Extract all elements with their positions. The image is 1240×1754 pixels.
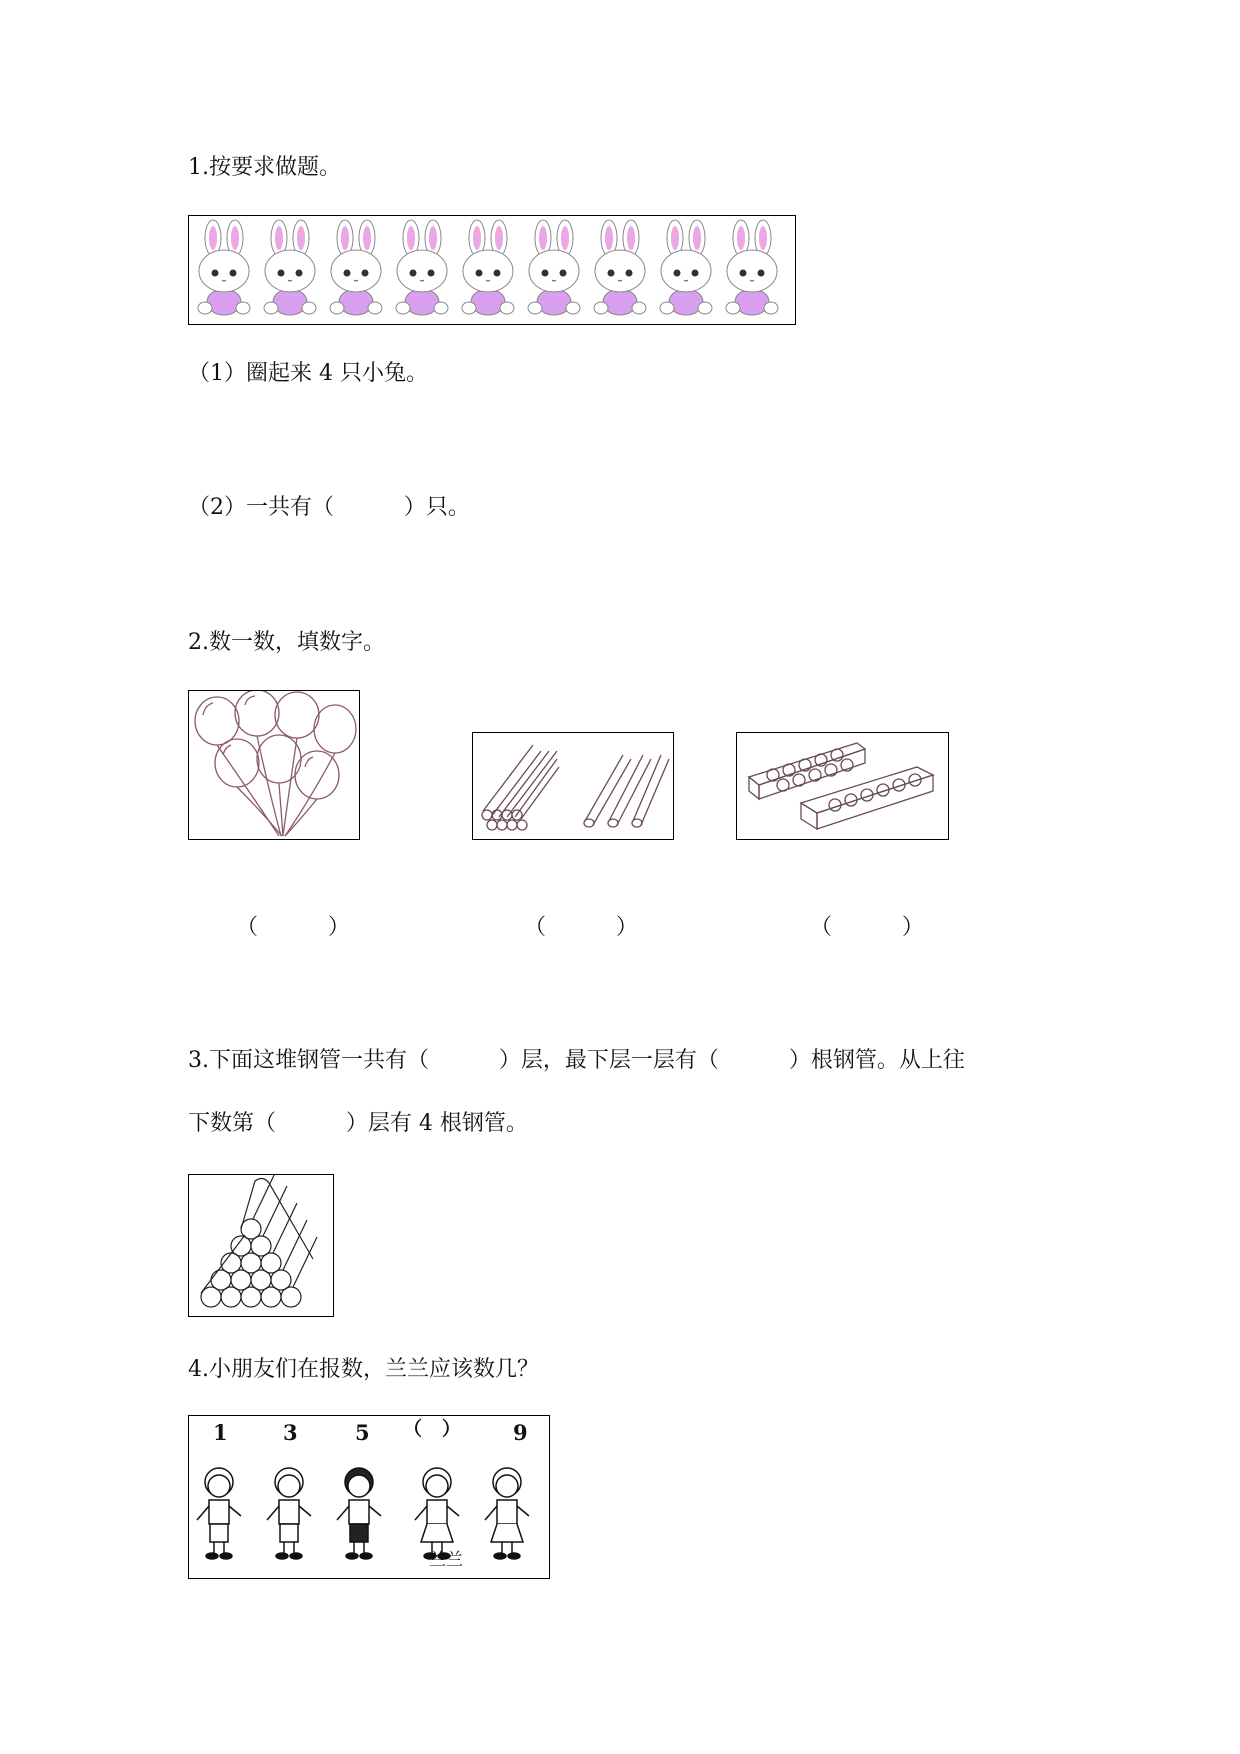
child-figure	[415, 1468, 459, 1559]
q2-blank-eggs[interactable]: （ ）	[810, 915, 924, 940]
q1-part2: （2）一共有（ ）只。	[188, 495, 470, 520]
rabbit-icon	[396, 220, 448, 315]
child-number-5: 9	[513, 1420, 528, 1445]
q3-line1: 3.下面这堆钢管一共有（ ）层，最下层一层有（ ）根钢管。从上往	[188, 1048, 965, 1073]
rabbit-icon	[726, 220, 778, 315]
balloons-image	[188, 690, 360, 840]
rabbit-icon	[594, 220, 646, 315]
pipes-image	[188, 1174, 334, 1317]
child-number-blank[interactable]: （ ）	[403, 1418, 461, 1440]
rabbits-illustration	[189, 216, 795, 324]
q2-title: 2.数一数，填数字。	[188, 630, 385, 655]
child-figure	[267, 1468, 311, 1559]
child-figure	[485, 1468, 529, 1559]
egg-tray-image	[736, 732, 949, 840]
egg-tray-illustration	[737, 733, 948, 839]
child-figure	[197, 1468, 241, 1559]
child-number-3: 5	[355, 1420, 370, 1445]
balloons-illustration	[189, 691, 359, 839]
pipes-illustration	[189, 1175, 333, 1316]
child-number-1: 1	[213, 1420, 228, 1445]
lanlan-label: 兰兰	[429, 1550, 463, 1570]
q4-title: 4.小朋友们在报数，兰兰应该数几？	[188, 1357, 539, 1382]
rabbit-icon	[264, 220, 316, 315]
rabbits-image	[188, 215, 796, 325]
rabbit-icon	[330, 220, 382, 315]
rabbit-icon	[462, 220, 514, 315]
children-illustration	[189, 1416, 549, 1578]
q2-blank-sticks[interactable]: （ ）	[524, 915, 638, 940]
rabbit-icon	[660, 220, 712, 315]
sticks-image	[472, 732, 674, 840]
sticks-illustration	[473, 733, 673, 839]
q1-title: 1.按要求做题。	[188, 155, 341, 180]
q1-part1: （1）圈起来 4 只小兔。	[188, 361, 428, 386]
child-number-2: 3	[283, 1420, 298, 1445]
rabbit-icon	[528, 220, 580, 315]
rabbit-icon	[198, 220, 250, 315]
q2-blank-balloons[interactable]: （ ）	[236, 915, 350, 940]
children-image	[188, 1415, 550, 1579]
child-figure	[337, 1468, 381, 1559]
q3-line2: 下数第（ ）层有 4 根钢管。	[188, 1111, 528, 1136]
